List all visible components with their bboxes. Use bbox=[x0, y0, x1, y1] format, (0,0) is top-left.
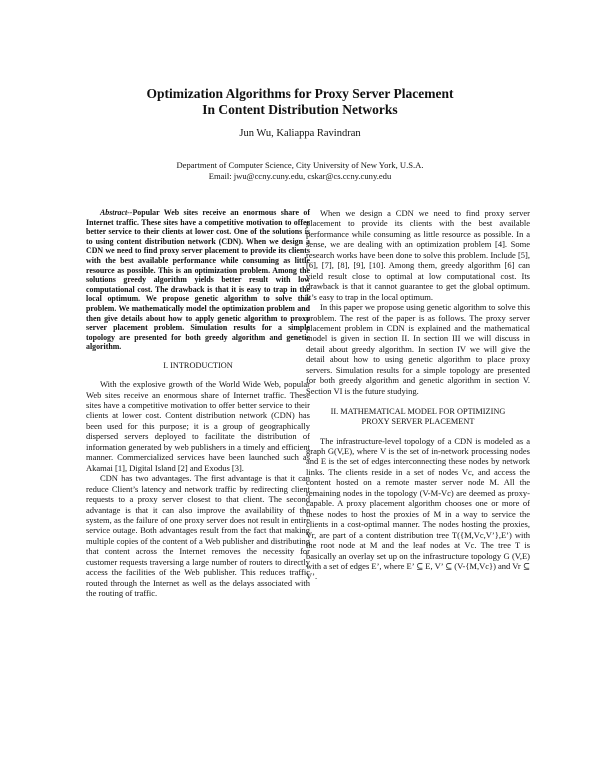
intro-paragraph-2: CDN has two advantages. The first advantage is that it can reduce Client’s latency and network traffic by redirecting client requests to a proxy server closest to that client. The second advantage is that it can also improve the availability of the system, as the failure of one proxy server does not result in entire service outage. Both advantages result from the fact that making multiple copies of the content of a Web publisher and distributing that content across the Internet removes the necessity for customer requests traversing a large number of routers to directly access the facilities of the Web publisher. This reduces traffic routed through the Internet as well as the delays associated with the routing of traffic. bbox=[86, 473, 310, 599]
title-line-2: In Content Distribution Networks bbox=[202, 102, 398, 117]
model-heading-line-1: II. MATHEMATICAL MODEL FOR OPTIMIZING bbox=[330, 407, 506, 417]
left-column bbox=[86, 208, 310, 599]
paper-title bbox=[0, 86, 600, 118]
right-column bbox=[306, 208, 530, 582]
model-heading-line-2: PROXY SERVER PLACEMENT bbox=[361, 417, 475, 427]
email: Email: jwu@ccny.cuny.edu, cskar@cs.ccny.cuny.edu bbox=[208, 171, 392, 181]
intro-paragraph-3: When we design a CDN we need to find proxy server placement to provide its clients with the best available performance while consuming as little resource as possible. In a sense, we are dealing with an optimization problem [4]. Some research works have been done to solve this problem. Include [5], [6], [7], [8], [9], [10]. Among them, greedy algorithm [6] can yield result close to optimal at low computational cost. Its drawback is that it cannot guarantee to get the global optimum. It’s easy to trap in the local optimum. bbox=[306, 208, 530, 302]
model-section-heading bbox=[306, 407, 530, 427]
abstract-label: Abstract-- bbox=[100, 208, 133, 217]
abstract bbox=[86, 208, 310, 352]
intro-paragraph-4: In this paper we propose using genetic algorithm to solve this problem. The rest of the paper is as follows. The proxy server placement problem in CDN is explained and the mathematical model is given in section II. In section III we will discuss in detail about greedy algorithm. In section IV we will give the detail about how to using genetic algorithm to place proxy servers. Simulation results for a simple topology are presented for both greedy algorithm and genetic algorithm in section V. Section VI is the future studying. bbox=[306, 302, 530, 396]
model-paragraph-1: The infrastructure-level topology of a CDN is modeled as a graph G(V,E), where V is the set of in-network processing nodes and E is the set of edges interconnecting these nodes by network links. The clients reside in a set of nodes Vc, and access the content hosted on a remote master server node M. All the remaining nodes in the topology (V-M-Vc) are deemed as proxy-capable. A proxy placement algorithm chooses one or more of these nodes to host the proxies of M in a way to service the clients in a cost-optimal manner. The nodes hosting the proxies, Vr, are part of a content distribution tree T({M,Vc,V’},E’) with the root node at M and the leaf nodes at Vc. The tree T is basically an overlay set up on the infrastructure topology G (V,E) with a set of edges E’, where E’ ⊆ E, V’ ⊆ (V-{M,Vc}) and Vr ⊆ V’. bbox=[306, 435, 530, 582]
author-list: Jun Wu, Kaliappa Ravindran bbox=[239, 128, 361, 139]
title-line-1: Optimization Algorithms for Proxy Server Placement bbox=[146, 86, 454, 101]
affiliation-block bbox=[0, 160, 600, 182]
intro-paragraph-1: With the explosive growth of the World Wide Web, popular Web sites receive an enormous share of Internet traffic. These sites have a competitive motivation to offer better service to their clients at lower cost. Content distribution network (CDN) has been used for this purpose; it is a group of geographically dispersed servers deployed to facilitate the distribution of information generated by web publishers in a timely and efficient manner. Commercialized services have been launched such as Akamai [1], Digital Island [2] and Exodus [3]. bbox=[86, 379, 310, 473]
introduction-heading: I. INTRODUCTION bbox=[163, 360, 233, 370]
affiliation: Department of Computer Science, City University of New York, U.S.A. bbox=[176, 160, 424, 170]
abstract-text: Popular Web sites receive an enormous share of Internet traffic. These sites have a competitive motivation to offer better service to their clients at lower cost. One of the solutions is to using content distribution network (CDN). When we design a CDN we need to find proxy server placement to provide its clients with the best available performance while consuming as little resource as possible. This is an optimization problem. Among the solutions greedy algorithm yields better result with low computational cost. The drawback is that it is easy to trap in the local optimum. We propose genetic algorithm to solve this problem. We mathematically model the optimization problem and then give details about how to apply genetic algorithm to proxy server placement problem. Simulation results for a simple topology are presented for both greedy algorithm and genetic algorithm. bbox=[86, 208, 310, 352]
